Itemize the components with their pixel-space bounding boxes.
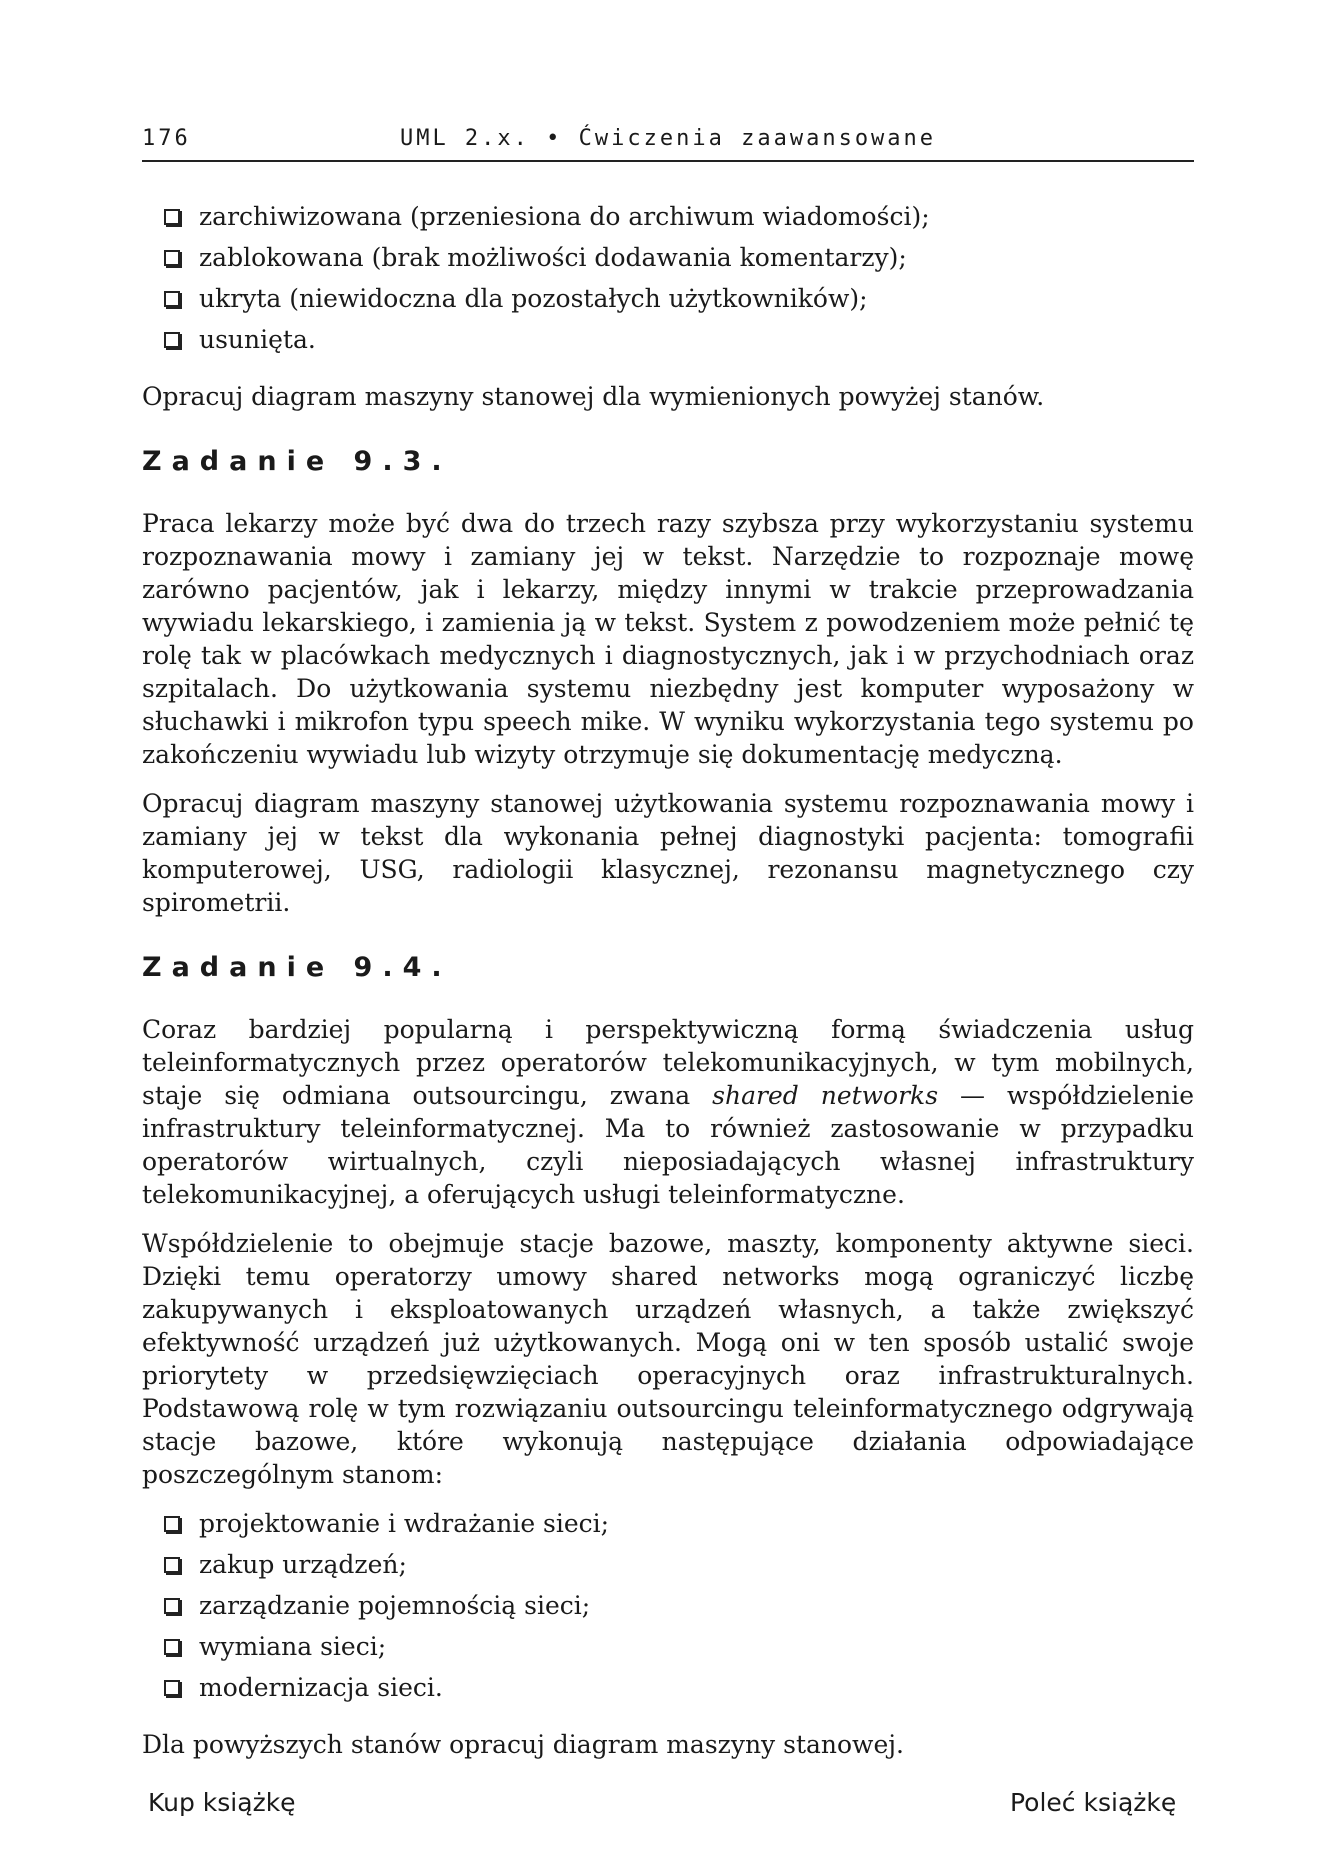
checkbox-bullet-icon (164, 1680, 180, 1696)
state-list-2 (142, 1507, 1194, 1712)
page-number: 176 (142, 126, 191, 151)
intro-paragraph: Opracuj diagram maszyny stanowej dla wymienionych powyżej stanów. (142, 382, 1045, 411)
checkbox-bullet-icon (164, 1557, 180, 1573)
checkbox-bullet-icon (164, 1639, 180, 1655)
list-item-text: wymiana sieci; (199, 1632, 387, 1661)
task-heading-9-4: Zadanie 9.4. (142, 952, 452, 983)
checkbox-bullet-icon (164, 1516, 180, 1532)
checkbox-bullet-icon (164, 209, 180, 225)
task-9-3-paragraph-1: Praca lekarzy może być dwa do trzech razy szybsza przy wykorzystaniu systemu rozpoznawania mowy i zamiany jej w tekst. Narzędzie to rozpoznaje mowę zarówno pacjentów, jak i lekarzy, między innymi w trakcie przeprowadzania wywiadu lekarskiego, i zamienia ją w tekst. System z powodzeniem może pełnić tę rolę tak w placówkach medycznych i diagnostycznych, jak i w przychodniach oraz szpitalach. Do użytkowania systemu niezbędny jest komputer wyposażony w słuchawki i mikrofon typu speech mike. W wyniku wykorzystania tego systemu po zakończeniu wywiadu lub wizyty otrzymuje się dokumentację medyczną. (142, 509, 1194, 769)
list-item (142, 282, 1194, 323)
page-content (142, 200, 1194, 1777)
buy-book-link[interactable]: Kup książkę (148, 1788, 296, 1817)
checkbox-bullet-icon (164, 1598, 180, 1614)
list-item (142, 1630, 1194, 1671)
paragraph-text: — współdzielenie infrastruktury teleinformatycznej. Ma to również zastosowanie w przypadku operatorów wirtualnych, czyli nieposiadających własnej infrastruktury telekomunikacyjnej, a oferujących usługi teleinformatyczne. (142, 1081, 1194, 1209)
task-9-4-paragraph-1 (142, 1013, 1194, 1211)
running-title: UML 2.x. • Ćwiczenia zaawansowane (399, 126, 937, 151)
task-9-4-paragraph-2: Współdzielenie to obejmuje stacje bazowe, maszty, komponenty aktywne sieci. Dzięki temu operatorzy umowy shared networks mogą ograniczyć liczbę zakupywanych i eksploatowanych urządzeń własnych, a także zwiększyć efektywność urządzeń już użytkowanych. Mogą oni w ten sposób ustalić swoje priorytety w przedsięwzięciach operacyjnych oraz infrastrukturalnych. Podstawową rolę w tym rozwiązaniu outsourcingu teleinformatycznego odgrywają stacje bazowe, które wykonują następujące działania odpowiadające poszczególnym stanom: (142, 1229, 1194, 1489)
emphasized-term: shared networks (712, 1081, 939, 1110)
task-9-4-paragraph-3: Dla powyższych stanów opracuj diagram maszyny stanowej. (142, 1730, 904, 1759)
list-item-text: zablokowana (brak możliwości dodawania komentarzy); (199, 243, 907, 272)
task-heading-9-3: Zadanie 9.3. (142, 446, 452, 477)
state-list-1 (142, 200, 1194, 364)
list-item-text: modernizacja sieci. (199, 1673, 443, 1702)
running-header (142, 124, 1194, 162)
checkbox-bullet-icon (164, 291, 180, 307)
list-item (142, 241, 1194, 282)
list-item (142, 1548, 1194, 1589)
list-item (142, 323, 1194, 364)
checkbox-bullet-icon (164, 332, 180, 348)
list-item-text: zarządzanie pojemnością sieci; (199, 1591, 591, 1620)
task-9-3-paragraph-2: Opracuj diagram maszyny stanowej użytkowania systemu rozpoznawania mowy i zamiany jej w tekst dla wykonania pełnej diagnostyki pacjenta: tomografii komputerowej, USG, radiologii klasycznej, rezonansu magnetycznego czy spirometrii. (142, 789, 1194, 917)
list-item-text: usunięta. (199, 325, 316, 354)
checkbox-bullet-icon (164, 250, 180, 266)
list-item (142, 1671, 1194, 1712)
list-item (142, 1589, 1194, 1630)
list-item-text: zakup urządzeń; (199, 1550, 407, 1579)
list-item-text: zarchiwizowana (przeniesiona do archiwum wiadomości); (199, 202, 930, 231)
paragraph-text: Coraz bardziej popularną i perspektywiczną formą świadczenia usług teleinformatycznych przez operatorów telekomunikacyjnych, w tym mobilnych, staje się odmiana outsourcingu, zwana (142, 1015, 1194, 1110)
list-item (142, 1507, 1194, 1548)
list-item-text: projektowanie i wdrażanie sieci; (199, 1509, 610, 1538)
list-item (142, 200, 1194, 241)
list-item-text: ukryta (niewidoczna dla pozostałych użytkowników); (199, 284, 868, 313)
recommend-book-link[interactable]: Poleć książkę (1010, 1788, 1177, 1817)
